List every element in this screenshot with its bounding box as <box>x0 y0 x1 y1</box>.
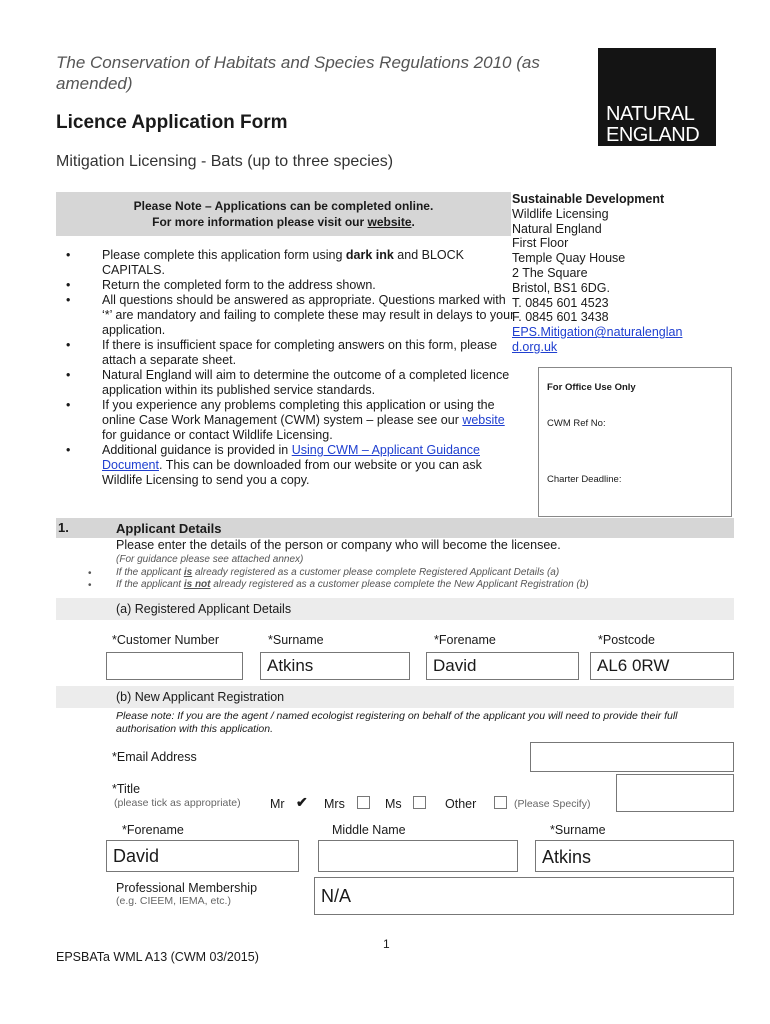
customer-number-input[interactable] <box>106 652 243 680</box>
page-title: Licence Application Form <box>56 112 288 133</box>
page-subtitle: Mitigation Licensing - Bats (up to three species) <box>56 153 394 170</box>
please-specify-label: (Please Specify) <box>514 798 591 810</box>
section-title: Applicant Details <box>116 521 222 536</box>
address-line: T. 0845 601 4523 <box>512 295 609 310</box>
professional-membership-label: Professional Membership <box>116 881 258 895</box>
address-line: 2 The Square <box>512 265 588 280</box>
postcode-label: *Postcode <box>598 633 655 647</box>
new-forename-label: *Forename <box>122 823 184 837</box>
guidance-bullet: • <box>88 580 92 591</box>
title-label: *Title <box>112 782 141 796</box>
title-mrs-checkbox[interactable] <box>357 796 370 809</box>
section-number: 1. <box>58 520 69 535</box>
form-code: EPSBATa WML A13 (CWM 03/2015) <box>56 950 259 964</box>
bullet-text: . This can be downloaded from our website or you can ask Wildlife Licensing to send you a copy. <box>102 458 482 487</box>
list-item <box>62 398 517 443</box>
address-line: Wildlife Licensing <box>512 206 609 221</box>
email-link[interactable]: EPS.Mitigation@naturalengland.org.uk <box>512 325 683 354</box>
professional-membership-hint: (e.g. CIEEM, IEMA, etc.) <box>116 895 231 907</box>
new-surname-input[interactable]: Atkins <box>535 840 734 872</box>
logo-line2: ENGLAND <box>606 124 700 146</box>
guidance-emphasis: is not <box>183 579 211 590</box>
list-item: • Natural England will aim to determine the outcome of a completed licence application within its published service standards. <box>62 368 517 398</box>
instructions-list <box>62 248 517 488</box>
title-mr-label: Mr <box>270 797 285 811</box>
guidance-line2 <box>116 579 589 590</box>
customer-number-label: *Customer Number <box>112 633 219 647</box>
title-ms-label: Ms <box>385 797 402 811</box>
logo-line1: NATURAL <box>606 103 695 125</box>
regulations-heading: The Conservation of Habitats and Species Regulations 2010 (as amended) <box>56 53 540 93</box>
middle-name-input[interactable] <box>318 840 518 872</box>
new-applicant-heading: (b) New Applicant Registration <box>116 690 285 704</box>
surname-input[interactable]: Atkins <box>260 652 410 680</box>
cwm-ref-label: CWM Ref No: <box>547 418 606 429</box>
guidance-text: already registered as a customer please complete Registered Applicant Details (a) <box>192 567 560 578</box>
bullet-text: for guidance or contact Wildlife Licensing. <box>102 428 333 442</box>
list-item: • If there is insufficient space for completing answers on this form, please attach a separate sheet. <box>62 338 517 368</box>
new-surname-label: *Surname <box>550 823 606 837</box>
section-description: Please enter the details of the person or company who will become the licensee. <box>116 538 561 552</box>
charter-deadline-label: Charter Deadline: <box>547 474 622 485</box>
list-item <box>62 443 517 488</box>
registered-heading: (a) Registered Applicant Details <box>116 602 292 616</box>
professional-membership-input[interactable]: N/A <box>314 877 734 915</box>
title-other-label: Other <box>445 797 477 811</box>
note-line1: Please Note – Applications can be completed online. <box>133 199 434 213</box>
website-link[interactable]: website <box>462 413 505 427</box>
address-line: F. 0845 601 3438 <box>512 310 609 325</box>
title-ms-checkbox[interactable] <box>413 796 426 809</box>
address-line: Bristol, BS1 6DG. <box>512 280 610 295</box>
bullet-text: If you experience any problems completing this application or using the online Case Work Management (CWM) system – please see our <box>102 398 495 427</box>
guidance-text: already registered as a customer please complete the New Applicant Registration (b) <box>210 579 589 590</box>
note-line2-suffix: . <box>411 215 415 229</box>
forename-input[interactable]: David <box>426 652 579 680</box>
list-item <box>62 248 517 278</box>
guidance-text: If the applicant <box>116 567 184 578</box>
note-line2 <box>56 214 511 230</box>
bullet-text: and BLOCK CAPITALS. <box>102 248 465 277</box>
title-other-checkbox[interactable] <box>494 796 507 809</box>
postcode-input[interactable]: AL6 0RW <box>590 652 734 680</box>
title-other-specify-input[interactable] <box>616 774 734 812</box>
address-heading: Sustainable Development <box>512 192 665 206</box>
office-use-box <box>538 367 732 517</box>
address-line: First Floor <box>512 236 569 251</box>
title-mrs-label: Mrs <box>324 797 345 811</box>
address-block <box>512 192 732 355</box>
guidance-line1 <box>116 567 559 578</box>
natural-england-logo <box>598 48 716 146</box>
bullet-bold: dark ink <box>345 248 394 262</box>
title-mr-checkbox[interactable]: ✔ <box>296 794 308 810</box>
page-number: 1 <box>383 937 390 951</box>
guidance-bullet: • <box>88 568 92 579</box>
guidance-document-link[interactable]: Using CWM – Applicant Guidance Document <box>102 443 480 472</box>
agent-note: Please note: If you are the agent / named ecologist registering on behalf of the applicant you will need to provide their full authorisation with this application. <box>116 710 678 735</box>
email-address-input[interactable] <box>530 742 734 772</box>
note-line2-text: For more information please visit our <box>152 215 368 229</box>
guidance-text: If the applicant <box>116 579 184 590</box>
middle-name-label: Middle Name <box>332 823 406 837</box>
bullet-text: Please complete this application form using <box>102 248 346 262</box>
forename-label: *Forename <box>434 633 496 647</box>
email-address-label: *Email Address <box>112 750 197 764</box>
address-line: Natural England <box>512 221 602 236</box>
list-item: • All questions should be answered as appropriate. Questions marked with ‘*’ are mandatory and failing to complete these may result in delays to your application. <box>62 293 517 338</box>
office-use-title: For Office Use Only <box>547 382 636 393</box>
website-link[interactable]: website <box>367 215 412 229</box>
address-line: Temple Quay House <box>512 251 626 266</box>
title-hint: (please tick as appropriate) <box>114 797 241 809</box>
online-note-box <box>56 192 511 236</box>
surname-label: *Surname <box>268 633 324 647</box>
new-forename-input[interactable]: David <box>106 840 299 872</box>
guidance-emphasis: is <box>183 567 193 578</box>
list-item: • Return the completed form to the address shown. <box>62 278 517 293</box>
bullet-text: Additional guidance is provided in <box>102 443 292 457</box>
guidance-note: (For guidance please see attached annex) <box>116 554 304 565</box>
